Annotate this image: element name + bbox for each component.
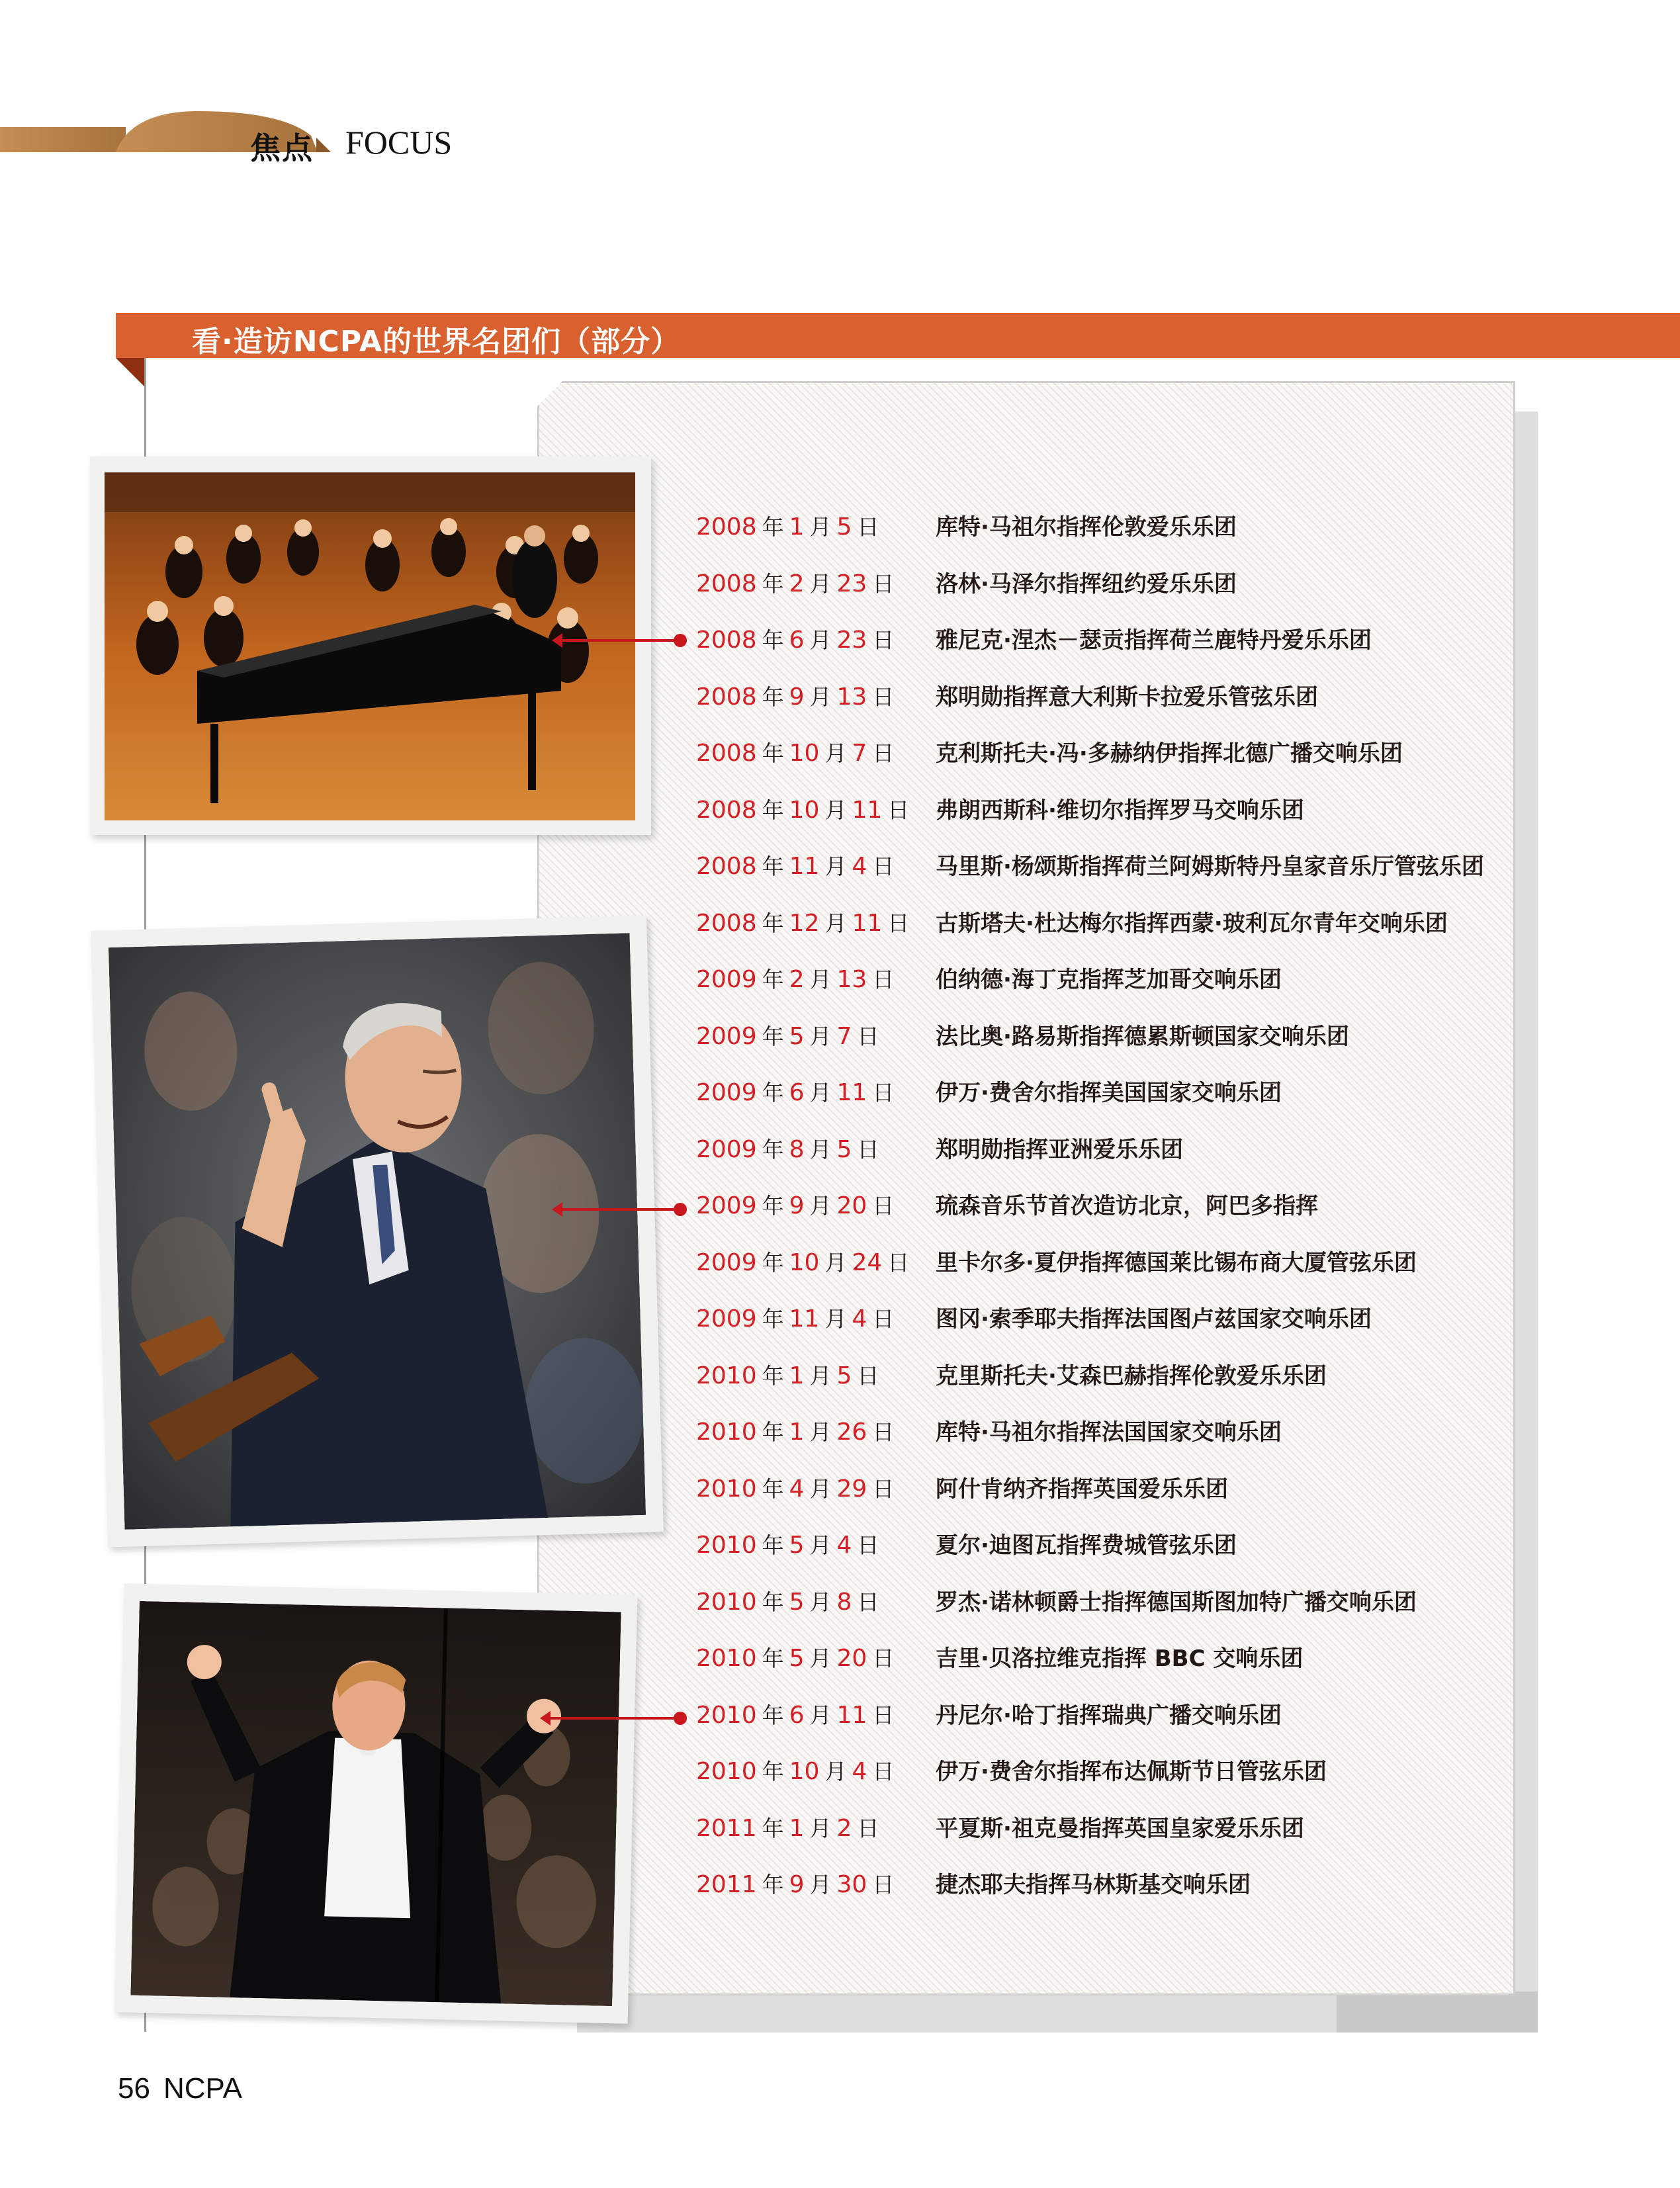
- pointer-to-2010-06-11: [549, 1717, 680, 1720]
- visit-event: 克利斯托夫·冯·多赫纳伊指挥北德广播交响乐团: [936, 740, 1403, 767]
- visit-row: [696, 1529, 1490, 1586]
- visit-month: 2: [789, 570, 805, 597]
- visit-event: 阿什肯纳齐指挥英国爱乐乐团: [936, 1475, 1228, 1503]
- year-unit: 年: [762, 967, 784, 992]
- visit-event: 马里斯·杨颂斯指挥荷兰阿姆斯特丹皇家音乐厅管弦乐团: [936, 853, 1484, 880]
- visit-row: [696, 1416, 1490, 1473]
- visit-day: 26: [836, 1419, 867, 1446]
- visit-event: 丹尼尔·哈丁指挥瑞典广播交响乐团: [936, 1702, 1282, 1729]
- visit-event: 伊万·费舍尔指挥美国国家交响乐团: [936, 1080, 1282, 1106]
- visit-year: 2008: [696, 853, 757, 880]
- page-footer: [118, 2072, 242, 2105]
- visit-year: 2010: [696, 1758, 757, 1785]
- visit-month: 6: [789, 1079, 805, 1106]
- visit-day: 4: [836, 1532, 852, 1559]
- visit-month: 10: [789, 1248, 820, 1276]
- visit-row: [696, 907, 1490, 964]
- visit-day: 5: [836, 1135, 852, 1163]
- visit-event: 捷杰耶夫指挥马林斯基交响乐团: [936, 1872, 1251, 1898]
- month-unit: 月: [824, 797, 847, 823]
- visit-row: [696, 963, 1490, 1020]
- visit-date: [696, 1076, 899, 1110]
- visit-year: 2010: [696, 1419, 757, 1446]
- month-unit: 月: [809, 570, 832, 597]
- day-unit: 日: [887, 797, 910, 823]
- visit-event: 吉里·贝洛拉维克指挥 BBC 交响乐团: [936, 1645, 1304, 1672]
- visit-date: [696, 963, 899, 996]
- month-unit: 月: [809, 1589, 832, 1615]
- visit-day: 8: [836, 1588, 852, 1616]
- visit-month: 9: [789, 1192, 805, 1219]
- visit-month: 6: [789, 627, 805, 654]
- visit-date: [696, 1642, 899, 1675]
- visit-month: 2: [789, 966, 805, 993]
- visit-month: 1: [789, 1814, 805, 1842]
- visit-day: 4: [852, 1305, 867, 1333]
- visit-date: [696, 1133, 884, 1166]
- visit-month: 8: [789, 1135, 805, 1163]
- visit-year: 2010: [696, 1475, 757, 1503]
- visit-date: [696, 624, 899, 657]
- year-unit: 年: [762, 627, 784, 653]
- month-unit: 月: [824, 1306, 847, 1332]
- visit-date: [696, 850, 899, 883]
- visit-year: 2009: [696, 1305, 757, 1333]
- visit-date: [696, 681, 899, 714]
- visit-date: [696, 1529, 884, 1562]
- visit-year: 2008: [696, 570, 757, 597]
- visit-day: 23: [836, 627, 867, 654]
- visit-date: [696, 794, 914, 827]
- visit-row: [696, 1247, 1490, 1303]
- year-unit: 年: [762, 1815, 784, 1841]
- month-unit: 月: [809, 1136, 832, 1162]
- visit-date: [696, 1416, 899, 1449]
- visit-row: [696, 511, 1490, 568]
- month-unit: 月: [824, 910, 847, 936]
- visit-event: 图冈·索季耶夫指挥法国图卢兹国家交响乐团: [936, 1306, 1372, 1333]
- header-ribbon-icon: [0, 99, 662, 179]
- visit-month: 1: [789, 1362, 805, 1389]
- photo-orchestra-piano: [90, 457, 651, 835]
- visit-year: 2010: [696, 1588, 757, 1616]
- panel-fold: [1337, 1991, 1538, 2033]
- day-unit: 日: [857, 1532, 879, 1558]
- visit-row: [696, 737, 1490, 794]
- visit-day: 13: [836, 966, 867, 993]
- day-unit: 日: [857, 1136, 879, 1162]
- visit-month: 10: [789, 796, 820, 824]
- day-unit: 日: [872, 1080, 895, 1106]
- day-unit: 日: [857, 1589, 879, 1615]
- photo-conductor-harding: [114, 1583, 638, 2023]
- day-unit: 日: [872, 627, 895, 653]
- day-unit: 日: [872, 1872, 895, 1898]
- year-unit: 年: [762, 1249, 784, 1276]
- day-unit: 日: [887, 1249, 910, 1276]
- day-unit: 日: [872, 740, 895, 766]
- visit-month: 9: [789, 1871, 805, 1898]
- year-unit: 年: [762, 1645, 784, 1671]
- visit-year: 2010: [696, 1701, 757, 1729]
- section-header: [0, 99, 662, 179]
- visit-date: [696, 1473, 899, 1506]
- year-unit: 年: [762, 910, 784, 936]
- visit-day: 23: [836, 570, 867, 597]
- page-number: 56: [118, 2072, 150, 2105]
- visit-year: 2009: [696, 1192, 757, 1219]
- day-unit: 日: [857, 1362, 879, 1389]
- visit-month: 5: [789, 1022, 805, 1050]
- visit-row: [696, 1812, 1490, 1869]
- month-unit: 月: [809, 514, 832, 540]
- visit-row: [696, 1133, 1490, 1190]
- visit-year: 2010: [696, 1645, 757, 1672]
- pointer-to-2008-06-23: [561, 639, 680, 642]
- visit-year: 2008: [696, 909, 757, 937]
- visit-day: 20: [836, 1645, 867, 1672]
- visit-event: 夏尔·迪图瓦指挥费城管弦乐团: [936, 1532, 1237, 1559]
- month-unit: 月: [824, 740, 847, 766]
- month-unit: 月: [809, 1023, 832, 1049]
- day-unit: 日: [872, 1759, 895, 1784]
- visit-event: 罗杰·诺林顿爵士指挥德国斯图加特广播交响乐团: [936, 1589, 1417, 1616]
- month-unit: 月: [824, 1249, 847, 1276]
- month-unit: 月: [809, 1702, 832, 1728]
- visit-month: 5: [789, 1588, 805, 1616]
- conductor-abbado-image: [109, 933, 646, 1530]
- visit-date: [696, 511, 884, 544]
- day-unit: 日: [872, 683, 895, 710]
- day-unit: 日: [872, 1193, 895, 1219]
- visit-date: [696, 1190, 899, 1223]
- magazine-name: NCPA: [163, 2072, 242, 2105]
- visit-event: 伊万·费舍尔指挥布达佩斯节日管弦乐团: [936, 1759, 1327, 1785]
- visit-year: 2009: [696, 1079, 757, 1106]
- day-unit: 日: [857, 1815, 879, 1841]
- year-unit: 年: [762, 797, 784, 823]
- month-unit: 月: [809, 683, 832, 710]
- year-unit: 年: [762, 1136, 784, 1162]
- visit-month: 5: [789, 1645, 805, 1672]
- visit-month: 11: [789, 1305, 820, 1333]
- year-unit: 年: [762, 1193, 784, 1219]
- year-unit: 年: [762, 1532, 784, 1558]
- visit-event: 洛林·马泽尔指挥纽约爱乐乐团: [936, 570, 1237, 597]
- visit-year: 2011: [696, 1871, 757, 1898]
- banner-fold: [116, 358, 145, 387]
- section-title-en: FOCUS: [345, 124, 453, 161]
- photo-conductor-abbado: [91, 915, 664, 1547]
- year-unit: 年: [762, 1080, 784, 1106]
- visit-row: [696, 1642, 1490, 1699]
- month-unit: 月: [809, 627, 832, 653]
- visit-day: 7: [836, 1022, 852, 1050]
- month-unit: 月: [809, 1080, 832, 1106]
- visit-day: 11: [852, 796, 883, 824]
- visit-day: 24: [852, 1248, 883, 1276]
- visit-date: [696, 1360, 884, 1393]
- visit-day: 7: [852, 740, 867, 767]
- visit-month: 5: [789, 1532, 805, 1559]
- visit-event: 里卡尔多·夏伊指挥德国莱比锡布商大厦管弦乐团: [936, 1249, 1417, 1276]
- year-unit: 年: [762, 1419, 784, 1445]
- visit-date: [696, 1868, 899, 1902]
- visit-month: 9: [789, 683, 805, 711]
- month-unit: 月: [809, 1419, 832, 1445]
- visit-row: [696, 1699, 1490, 1756]
- year-unit: 年: [762, 683, 784, 710]
- visit-month: 6: [789, 1701, 805, 1729]
- visit-year: 2008: [696, 740, 757, 767]
- visit-month: 10: [789, 740, 820, 767]
- day-unit: 日: [872, 1475, 895, 1502]
- visit-day: 5: [836, 513, 852, 541]
- year-unit: 年: [762, 1023, 784, 1049]
- month-unit: 月: [809, 967, 832, 992]
- visit-row: [696, 681, 1490, 738]
- visit-event: 琉森音乐节首次造访北京，阿巴多指挥: [936, 1193, 1318, 1219]
- visit-date: [696, 1699, 899, 1732]
- visit-year: 2010: [696, 1532, 757, 1559]
- visit-year: 2008: [696, 796, 757, 824]
- month-unit: 月: [809, 1645, 832, 1671]
- year-unit: 年: [762, 1589, 784, 1615]
- day-unit: 日: [872, 1645, 895, 1671]
- visit-day: 13: [836, 683, 867, 711]
- visit-row: [696, 1586, 1490, 1643]
- visit-row: [696, 1020, 1490, 1077]
- banner-title: 看·造访NCPA的世界名团们（部分）: [192, 325, 681, 359]
- visit-event: 法比奥·路易斯指挥德累斯顿国家交响乐团: [936, 1023, 1349, 1050]
- month-unit: 月: [824, 1759, 847, 1784]
- pointer-to-2009-09-20: [561, 1208, 680, 1211]
- visit-year: 2010: [696, 1362, 757, 1389]
- visit-event: 古斯塔夫·杜达梅尔指挥西蒙·玻利瓦尔青年交响乐团: [936, 910, 1448, 937]
- year-unit: 年: [762, 1759, 784, 1784]
- visit-day: 11: [836, 1079, 867, 1106]
- day-unit: 日: [872, 1419, 895, 1445]
- month-unit: 月: [824, 853, 847, 879]
- day-unit: 日: [887, 910, 910, 936]
- visit-event: 郑明勋指挥亚洲爱乐乐团: [936, 1136, 1183, 1163]
- visit-row: [696, 794, 1490, 851]
- visit-date: [696, 1303, 899, 1336]
- visit-year: 2009: [696, 1248, 757, 1276]
- day-unit: 日: [872, 1306, 895, 1332]
- visit-day: 11: [836, 1701, 867, 1729]
- day-unit: 日: [872, 853, 895, 879]
- visit-row: [696, 1473, 1490, 1530]
- visit-month: 11: [789, 853, 820, 880]
- year-unit: 年: [762, 740, 784, 766]
- visit-date: [696, 737, 899, 770]
- visit-year: 2008: [696, 627, 757, 654]
- visit-row: [696, 1360, 1490, 1417]
- month-unit: 月: [809, 1532, 832, 1558]
- visit-day: 29: [836, 1475, 867, 1503]
- conductor-harding-image: [130, 1601, 621, 2006]
- visit-event: 库特·马祖尔指挥法国国家交响乐团: [936, 1419, 1282, 1446]
- day-unit: 日: [872, 570, 895, 597]
- year-unit: 年: [762, 514, 784, 540]
- visit-year: 2008: [696, 683, 757, 711]
- visit-month: 1: [789, 1419, 805, 1446]
- visit-year: 2009: [696, 1022, 757, 1050]
- visit-day: 30: [836, 1871, 867, 1898]
- day-unit: 日: [857, 1023, 879, 1049]
- visit-month: 4: [789, 1475, 805, 1503]
- visit-row: [696, 568, 1490, 625]
- visit-day: 4: [852, 853, 867, 880]
- day-unit: 日: [872, 1702, 895, 1728]
- visit-month: 10: [789, 1758, 820, 1785]
- visit-day: 20: [836, 1192, 867, 1219]
- visit-event: 克里斯托夫·艾森巴赫指挥伦敦爱乐乐团: [936, 1362, 1327, 1389]
- visit-row: [696, 1868, 1490, 1925]
- visit-year: 2011: [696, 1814, 757, 1842]
- day-unit: 日: [857, 514, 879, 540]
- visit-event: 弗朗西斯科·维切尔指挥罗马交响乐团: [936, 797, 1304, 824]
- visit-day: 4: [852, 1758, 867, 1785]
- visit-event: 伯纳德·海丁克指挥芝加哥交响乐团: [936, 967, 1282, 993]
- month-unit: 月: [809, 1362, 832, 1389]
- visit-date: [696, 907, 914, 940]
- visit-year: 2009: [696, 966, 757, 993]
- visits-list: [696, 511, 1490, 1925]
- visit-day: 11: [852, 909, 883, 937]
- visit-date: [696, 1812, 884, 1845]
- visit-row: [696, 850, 1490, 907]
- year-unit: 年: [762, 1362, 784, 1389]
- visit-row: [696, 1190, 1490, 1247]
- visit-year: 2009: [696, 1135, 757, 1163]
- year-unit: 年: [762, 1306, 784, 1332]
- visit-event: 库特·马祖尔指挥伦敦爱乐乐团: [936, 514, 1237, 541]
- visit-row: [696, 1076, 1490, 1133]
- day-unit: 日: [872, 967, 895, 992]
- visit-event: 雅尼克·涅杰－瑟贡指挥荷兰鹿特丹爱乐乐团: [936, 627, 1372, 654]
- month-unit: 月: [809, 1872, 832, 1898]
- year-unit: 年: [762, 853, 784, 879]
- visit-event: 平夏斯·祖克曼指挥英国皇家爱乐乐团: [936, 1815, 1304, 1842]
- month-unit: 月: [809, 1475, 832, 1502]
- visit-year: 2008: [696, 513, 757, 541]
- visit-day: 5: [836, 1362, 852, 1389]
- visit-month: 12: [789, 909, 820, 937]
- year-unit: 年: [762, 570, 784, 597]
- month-unit: 月: [809, 1193, 832, 1219]
- visit-date: [696, 1020, 884, 1053]
- visit-month: 1: [789, 513, 805, 541]
- visit-row: [696, 1303, 1490, 1360]
- month-unit: 月: [809, 1815, 832, 1841]
- visit-row: [696, 624, 1490, 681]
- year-unit: 年: [762, 1475, 784, 1502]
- year-unit: 年: [762, 1702, 784, 1728]
- visit-date: [696, 568, 899, 601]
- visit-date: [696, 1247, 914, 1280]
- visit-row: [696, 1755, 1490, 1812]
- visit-date: [696, 1755, 899, 1788]
- visit-event: 郑明勋指挥意大利斯卡拉爱乐管弦乐团: [936, 683, 1318, 711]
- visit-date: [696, 1586, 884, 1619]
- year-unit: 年: [762, 1872, 784, 1898]
- section-title-cn: 焦点: [250, 130, 314, 166]
- visit-day: 2: [836, 1814, 852, 1842]
